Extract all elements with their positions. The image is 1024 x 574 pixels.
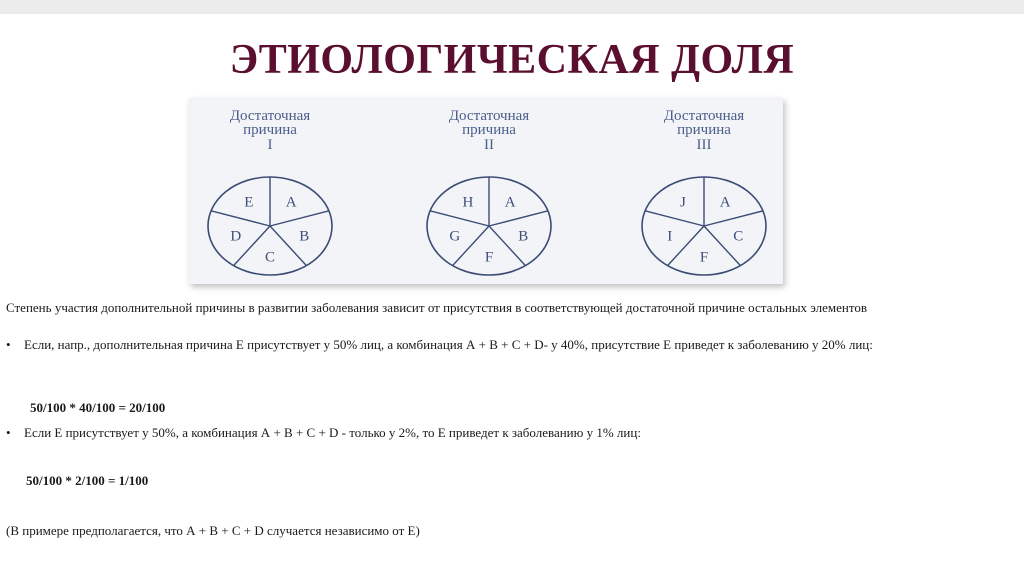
pie-divider <box>430 211 489 226</box>
top-strip <box>0 0 1024 14</box>
pie-segment-label: I <box>667 228 673 245</box>
bullet-2-text: Если Е присутствует у 50%, а комбинация А + В + С + D - только у 2%, то Е приведет к заболеванию у 1% лиц: <box>24 425 641 440</box>
cause-numeral: I <box>267 137 273 153</box>
sufficient-cause-3 <box>642 108 766 275</box>
intro-paragraph <box>6 300 1006 315</box>
slide-title: ЭТИОЛОГИЧЕСКАЯ ДОЛЯ <box>229 37 795 83</box>
bullet-icon: • <box>6 425 11 440</box>
cause-numeral: III <box>696 137 712 153</box>
intro-text: Степень участия дополнительной причины в развитии заболевания зависит от присутствия в соответствующей достаточной причине остальных элементов <box>6 300 868 315</box>
cause-label-line1: Достаточная <box>229 108 311 124</box>
pie-divider <box>270 211 329 226</box>
sufficient-causes-figure <box>189 98 783 284</box>
cause-label-line1: Достаточная <box>663 108 745 124</box>
pie-segment-label: A <box>504 194 516 211</box>
pie-segment-label: F <box>484 249 494 266</box>
pie-divider <box>704 211 763 226</box>
pie-divider <box>489 211 548 226</box>
bullet-icon: • <box>6 337 11 352</box>
cause-numeral: II <box>484 137 494 153</box>
pie-segment-label: G <box>449 228 461 245</box>
formula-1: 50/100 * 40/100 = 20/100 <box>30 400 166 415</box>
cause-label-line1: Достаточная <box>448 108 530 124</box>
formula-2: 50/100 * 2/100 = 1/100 <box>26 473 149 488</box>
pie-segment-label: D <box>230 228 242 245</box>
pie-segment-label: E <box>244 194 254 211</box>
sufficient-cause-2 <box>427 108 551 275</box>
pie-divider <box>211 211 270 226</box>
pie-divider <box>668 226 704 266</box>
note-paragraph: (В примере предполагается, что А + В + С + D случается независимо от Е) <box>6 523 420 538</box>
bullet-1-text: Если, напр., дополнительная причина Е присутствует у 50% лиц, а комбинация А + В + С + D- у 40%, присутствие Е приведет к заболеванию у 20% лиц: <box>24 337 873 352</box>
pie-divider <box>645 211 704 226</box>
cause-label-line2: причина <box>462 122 516 138</box>
cause-label-line2: причина <box>677 122 731 138</box>
pie-segment-label: C <box>733 228 744 245</box>
pie-segment-label: H <box>462 194 474 211</box>
sufficient-cause-1 <box>208 108 332 275</box>
pie-segment-label: F <box>699 249 709 266</box>
pie-segment-label: C <box>264 249 276 266</box>
bullet-item-2 <box>6 425 1006 440</box>
pie-diagrams <box>189 98 783 284</box>
pie-segment-label: A <box>719 194 731 211</box>
cause-label-line2: причина <box>243 122 297 138</box>
pie-segment-label: J <box>679 194 686 211</box>
bullet-item-1 <box>6 337 1006 352</box>
pie-segment-label: A <box>285 194 297 211</box>
pie-segment-label: B <box>518 228 529 245</box>
pie-segment-label: B <box>299 228 310 245</box>
